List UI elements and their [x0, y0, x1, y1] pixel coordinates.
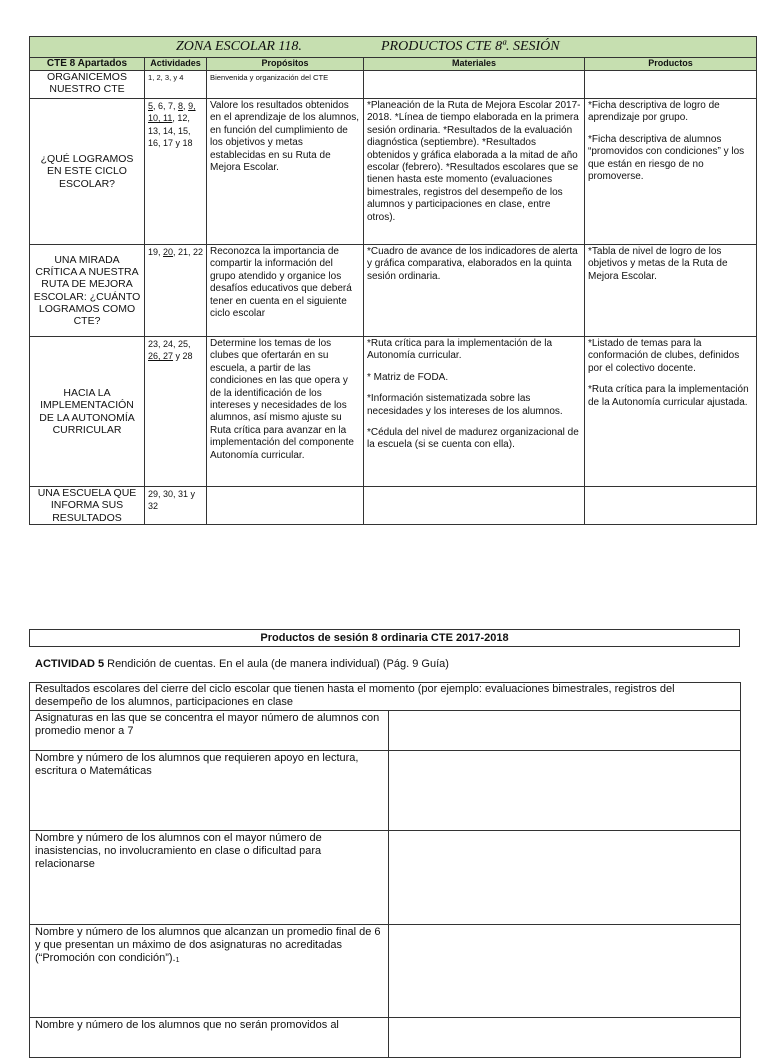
actividades-cell: 23, 24, 25, 26, 27 y 28 — [145, 337, 207, 487]
table-row — [30, 99, 757, 245]
actividad-5-label: ACTIVIDAD 5 — [35, 658, 105, 670]
table-row — [30, 683, 741, 711]
productos-session-title: PRODUCTOS CTE 8ª. SESIÓN — [381, 38, 560, 54]
actividades-cell: 19, 20, 21, 22 — [145, 245, 207, 337]
productos-sesion-title: Productos de sesión 8 ordinaria CTE 2017-2018 — [29, 629, 740, 647]
actividad-5-text: Rendición de cuentas. En el aula (de manera individual) (Pág. 9 Guía) — [104, 658, 449, 670]
propositos-cell: Bienvenida y organización del CTE — [207, 71, 364, 99]
productos-cell — [585, 337, 757, 487]
resultados-table — [29, 682, 741, 1058]
resultado-label-cell: Asignaturas en las que se concentra el mayor número de alumnos con promedio menor a 7 — [30, 711, 389, 751]
productos-cell: *Tabla de nivel de logro de los objetivos y metas de la Ruta de Mejora Escolar. — [585, 245, 757, 337]
apartado-cell: ¿QUÉ LOGRAMOS EN ESTE CICLO ESCOLAR? — [30, 99, 145, 245]
materiales-cell — [364, 337, 585, 487]
material-item: *Información sistematizada sobre las necesidades y los intereses de los alumnos. — [367, 393, 563, 417]
table-row — [30, 711, 741, 751]
table-row — [30, 831, 741, 925]
table-row — [30, 337, 757, 487]
productos-cte-table — [29, 36, 757, 525]
header-productos: Productos — [585, 58, 757, 71]
table-banner — [30, 37, 757, 58]
table-row — [30, 71, 757, 99]
apartado-cell: UNA MIRADA CRÍTICA A NUESTRA RUTA DE MEJORA ESCOLAR: ¿CUÁNTO LOGRAMOS COMO CTE? — [30, 245, 145, 337]
resultado-label-cell: Nombre y número de los alumnos con el mayor número de inasistencias, no involucramiento en clase o dificultad para relacionarse — [30, 831, 389, 925]
table-row — [30, 925, 741, 1018]
table-row — [30, 487, 757, 525]
table-row — [30, 245, 757, 337]
actividades-cell: 29, 30, 31 y 32 — [145, 487, 207, 525]
resultados-header-cell: Resultados escolares del cierre del ciclo escolar que tienen hasta el momento (por ejemplo: evaluaciones bimestrales, registros del desempeño de los alumnos, participaciones en clase — [30, 683, 741, 711]
producto-item: *Ficha descriptiva de alumnos “promovidos con condiciones” y los que están en riesgo de no promoverse. — [588, 133, 745, 183]
material-item: *Cédula del nivel de madurez organizacional de la escuela (si se cuenta con ella). — [367, 427, 579, 451]
resultado-input-cell[interactable] — [389, 751, 741, 831]
materiales-cell — [364, 71, 585, 99]
resultado-input-cell[interactable] — [389, 925, 741, 1018]
resultado-label-cell: Nombre y número de los alumnos que requieren apoyo en lectura, escritura o Matemáticas — [30, 751, 389, 831]
header-apartados: CTE 8 Apartados — [30, 58, 145, 71]
footnote-marker: 1 — [175, 957, 180, 964]
actividades-cell: 5, 6, 7, 8, 9, 10, 11, 12, 13, 14, 15, 16, 17 y 18 — [145, 99, 207, 245]
apartado-cell: HACIA LA IMPLEMENTACIÓN DE LA AUTONOMÍA CURRICULAR — [30, 337, 145, 487]
resultado-label-cell: Nombre y número de los alumnos que no serán promovidos al — [30, 1018, 389, 1058]
productos-cell — [585, 487, 757, 525]
zona-escolar-title: ZONA ESCOLAR 118. — [176, 38, 302, 54]
propositos-cell: Determine los temas de los clubes que ofertarán en su escuela, a partir de las condiciones en las que opera y de la identificación de los intereses y necesidades de los alumnos, así mismo ajuste su Ruta crítica para avanzar en la implementación del componente Autonomía curricular. — [207, 337, 364, 487]
apartado-cell: UNA ESCUELA QUE INFORMA SUS RESULTADOS — [30, 487, 145, 525]
header-materiales: Materiales — [364, 58, 585, 71]
propositos-cell: Reconozca la importancia de compartir la información del grupo atendido y organice los desafíos educativos que deberá tener en cuenta en el siguiente ciclo escolar — [207, 245, 364, 337]
material-item: *Ruta crítica para la implementación de la Autonomía curricular. — [367, 338, 553, 362]
resultado-label-cell: Nombre y número de los alumnos que alcanzan un promedio final de 6 y que presentan un máximo de dos asignaturas no acreditadas (“Promoción con condición”).1 — [30, 925, 389, 1018]
propositos-cell: Valore los resultados obtenidos en el aprendizaje de los alumnos, en función del cumplimiento de los objetivos y metas establecidas en su Ruta de Mejora Escolar. — [207, 99, 364, 245]
producto-item: *Ruta crítica para la implementación de la Autonomía curricular ajustada. — [588, 384, 749, 408]
productos-cell — [585, 71, 757, 99]
table-row — [30, 751, 741, 831]
actividades-cell: 1, 2, 3, y 4 — [145, 71, 207, 99]
materiales-cell: *Cuadro de avance de los indicadores de alerta y gráfica comparativa, elaborados en la quinta sesión ordinaria. — [364, 245, 585, 337]
producto-item: *Ficha descriptiva de logro de aprendizaje por grupo. — [588, 100, 720, 124]
materiales-cell — [364, 487, 585, 525]
header-actividades: Actividades — [145, 58, 207, 71]
producto-item: *Listado de temas para la conformación de clubes, definidos por el colectivo docente. — [588, 338, 740, 374]
materiales-cell: *Planeación de la Ruta de Mejora Escolar 2017-2018. *Línea de tiempo elaborada en la primera sesión ordinaria. *Resultados de la evaluación diagnóstica (septiembre). *Resultados obtenidos y gráfica elaborada a la mitad de año escolar (febrero). *Resultados escolares que se tienen hasta este momento (evaluaciones bimestrales, registros del desempeño de los alumnos y participaciones en clase, entre otros). — [364, 99, 585, 245]
productos-cell — [585, 99, 757, 245]
propositos-cell — [207, 487, 364, 525]
header-propositos: Propósitos — [207, 58, 364, 71]
material-item: * Matriz de FODA. — [367, 371, 449, 383]
actividad-5-heading — [35, 657, 449, 671]
resultado-input-cell[interactable] — [389, 831, 741, 925]
resultado-input-cell[interactable] — [389, 711, 741, 751]
apartado-cell: ORGANICEMOS NUESTRO CTE — [30, 71, 145, 99]
